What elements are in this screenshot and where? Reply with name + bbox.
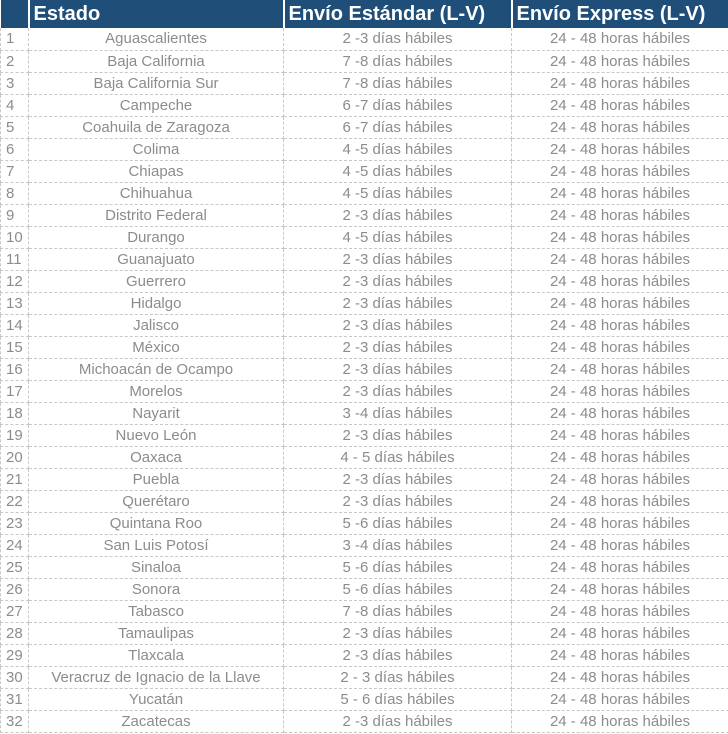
envio-express-cell: 24 - 48 horas hábiles	[512, 446, 728, 468]
table-row	[1, 710, 728, 732]
row-number: 4	[1, 94, 29, 116]
estado-cell: Nuevo León	[29, 424, 284, 446]
row-number: 21	[1, 468, 29, 490]
header-row	[1, 0, 728, 28]
envio-estandar-cell: 2 -3 días hábiles	[284, 336, 512, 358]
estado-cell: Sinaloa	[29, 556, 284, 578]
table-row	[1, 226, 728, 248]
estado-cell: Zacatecas	[29, 710, 284, 732]
envio-estandar-cell: 2 -3 días hábiles	[284, 248, 512, 270]
table-row	[1, 424, 728, 446]
estado-cell: Distrito Federal	[29, 204, 284, 226]
envio-express-cell: 24 - 48 horas hábiles	[512, 710, 728, 732]
estado-cell: Michoacán de Ocampo	[29, 358, 284, 380]
envio-express-cell: 24 - 48 horas hábiles	[512, 50, 728, 72]
row-number: 3	[1, 72, 29, 94]
table-row	[1, 644, 728, 666]
table-row	[1, 292, 728, 314]
envio-estandar-cell: 2 -3 días hábiles	[284, 292, 512, 314]
row-number: 18	[1, 402, 29, 424]
envio-estandar-cell: 3 -4 días hábiles	[284, 534, 512, 556]
envio-estandar-cell: 5 -6 días hábiles	[284, 512, 512, 534]
envio-estandar-cell: 7 -8 días hábiles	[284, 72, 512, 94]
envio-estandar-cell: 5 - 6 días hábiles	[284, 688, 512, 710]
estado-cell: Morelos	[29, 380, 284, 402]
table-row	[1, 578, 728, 600]
row-number: 6	[1, 138, 29, 160]
envio-express-cell: 24 - 48 horas hábiles	[512, 512, 728, 534]
envio-express-cell: 24 - 48 horas hábiles	[512, 424, 728, 446]
envio-estandar-cell: 2 -3 días hábiles	[284, 314, 512, 336]
row-number: 2	[1, 50, 29, 72]
envio-express-cell: 24 - 48 horas hábiles	[512, 94, 728, 116]
envio-express-cell: 24 - 48 horas hábiles	[512, 336, 728, 358]
envio-express-cell: 24 - 48 horas hábiles	[512, 204, 728, 226]
table-row	[1, 600, 728, 622]
table-row	[1, 688, 728, 710]
envio-express-cell: 24 - 48 horas hábiles	[512, 226, 728, 248]
table-row	[1, 270, 728, 292]
table-row	[1, 512, 728, 534]
envio-express-cell: 24 - 48 horas hábiles	[512, 28, 728, 50]
row-number: 31	[1, 688, 29, 710]
estado-cell: Tlaxcala	[29, 644, 284, 666]
row-number: 30	[1, 666, 29, 688]
envio-express-cell: 24 - 48 horas hábiles	[512, 292, 728, 314]
row-number: 20	[1, 446, 29, 468]
estado-cell: México	[29, 336, 284, 358]
table-row	[1, 72, 728, 94]
envio-express-cell: 24 - 48 horas hábiles	[512, 534, 728, 556]
estado-cell: Tabasco	[29, 600, 284, 622]
envio-estandar-cell: 5 -6 días hábiles	[284, 556, 512, 578]
envio-express-cell: 24 - 48 horas hábiles	[512, 72, 728, 94]
table-row	[1, 182, 728, 204]
row-number: 15	[1, 336, 29, 358]
row-number: 9	[1, 204, 29, 226]
table-row	[1, 666, 728, 688]
row-number: 17	[1, 380, 29, 402]
envio-express-cell: 24 - 48 horas hábiles	[512, 116, 728, 138]
row-number: 24	[1, 534, 29, 556]
envio-express-cell: 24 - 48 horas hábiles	[512, 380, 728, 402]
envio-estandar-cell: 2 -3 días hábiles	[284, 28, 512, 50]
table-row	[1, 534, 728, 556]
envio-estandar-cell: 2 -3 días hábiles	[284, 468, 512, 490]
envio-express-cell: 24 - 48 horas hábiles	[512, 160, 728, 182]
table-row	[1, 402, 728, 424]
table-row	[1, 248, 728, 270]
envio-express-cell: 24 - 48 horas hábiles	[512, 578, 728, 600]
estado-cell: Puebla	[29, 468, 284, 490]
row-number: 23	[1, 512, 29, 534]
table-row	[1, 468, 728, 490]
estado-cell: Chiapas	[29, 160, 284, 182]
envio-express-cell: 24 - 48 horas hábiles	[512, 688, 728, 710]
row-number: 27	[1, 600, 29, 622]
envio-express-cell: 24 - 48 horas hábiles	[512, 270, 728, 292]
table-row	[1, 204, 728, 226]
estado-cell: Durango	[29, 226, 284, 248]
row-number: 32	[1, 710, 29, 732]
envio-express-cell: 24 - 48 horas hábiles	[512, 622, 728, 644]
estado-cell: Yucatán	[29, 688, 284, 710]
envio-express-cell: 24 - 48 horas hábiles	[512, 556, 728, 578]
table-row	[1, 380, 728, 402]
envio-express-cell: 24 - 48 horas hábiles	[512, 490, 728, 512]
row-number: 19	[1, 424, 29, 446]
estado-cell: Guanajuato	[29, 248, 284, 270]
row-number: 16	[1, 358, 29, 380]
row-number: 13	[1, 292, 29, 314]
envio-estandar-cell: 4 -5 días hábiles	[284, 226, 512, 248]
envio-estandar-cell: 4 -5 días hábiles	[284, 160, 512, 182]
table-row	[1, 490, 728, 512]
row-number: 22	[1, 490, 29, 512]
table-row	[1, 446, 728, 468]
envio-estandar-cell: 2 -3 días hábiles	[284, 358, 512, 380]
envio-express-cell: 24 - 48 horas hábiles	[512, 314, 728, 336]
row-number: 7	[1, 160, 29, 182]
envio-estandar-cell: 6 -7 días hábiles	[284, 116, 512, 138]
envio-estandar-cell: 2 -3 días hábiles	[284, 270, 512, 292]
header-row-number	[1, 0, 29, 28]
envio-express-cell: 24 - 48 horas hábiles	[512, 468, 728, 490]
estado-cell: Oaxaca	[29, 446, 284, 468]
envio-estandar-cell: 2 - 3 días hábiles	[284, 666, 512, 688]
envio-estandar-cell: 4 -5 días hábiles	[284, 138, 512, 160]
envio-estandar-cell: 4 -5 días hábiles	[284, 182, 512, 204]
estado-cell: Querétaro	[29, 490, 284, 512]
estado-cell: Colima	[29, 138, 284, 160]
row-number: 14	[1, 314, 29, 336]
envio-estandar-cell: 2 -3 días hábiles	[284, 380, 512, 402]
table-row	[1, 94, 728, 116]
envio-estandar-cell: 6 -7 días hábiles	[284, 94, 512, 116]
envio-estandar-cell: 7 -8 días hábiles	[284, 600, 512, 622]
envio-estandar-cell: 2 -3 días hábiles	[284, 424, 512, 446]
table-row	[1, 358, 728, 380]
table-row	[1, 138, 728, 160]
envio-express-cell: 24 - 48 horas hábiles	[512, 402, 728, 424]
header-estado: Estado	[29, 0, 284, 28]
envio-express-cell: 24 - 48 horas hábiles	[512, 600, 728, 622]
estado-cell: Hidalgo	[29, 292, 284, 314]
envio-estandar-cell: 5 -6 días hábiles	[284, 578, 512, 600]
estado-cell: Jalisco	[29, 314, 284, 336]
table-row	[1, 314, 728, 336]
envio-express-cell: 24 - 48 horas hábiles	[512, 666, 728, 688]
row-number: 26	[1, 578, 29, 600]
estado-cell: Chihuahua	[29, 182, 284, 204]
row-number: 28	[1, 622, 29, 644]
row-number: 29	[1, 644, 29, 666]
header-envio-express: Envío Express (L-V)	[512, 0, 728, 28]
row-number: 11	[1, 248, 29, 270]
table-row	[1, 622, 728, 644]
envio-express-cell: 24 - 48 horas hábiles	[512, 182, 728, 204]
estado-cell: Campeche	[29, 94, 284, 116]
estado-cell: Baja California	[29, 50, 284, 72]
envio-estandar-cell: 3 -4 días hábiles	[284, 402, 512, 424]
envio-estandar-cell: 2 -3 días hábiles	[284, 622, 512, 644]
row-number: 8	[1, 182, 29, 204]
envio-estandar-cell: 7 -8 días hábiles	[284, 50, 512, 72]
table-row	[1, 336, 728, 358]
estado-cell: San Luis Potosí	[29, 534, 284, 556]
table-row	[1, 116, 728, 138]
estado-cell: Tamaulipas	[29, 622, 284, 644]
envio-express-cell: 24 - 48 horas hábiles	[512, 644, 728, 666]
envio-estandar-cell: 2 -3 días hábiles	[284, 644, 512, 666]
estado-cell: Baja California Sur	[29, 72, 284, 94]
envio-estandar-cell: 2 -3 días hábiles	[284, 204, 512, 226]
row-number: 1	[1, 28, 29, 50]
estado-cell: Guerrero	[29, 270, 284, 292]
row-number: 12	[1, 270, 29, 292]
estado-cell: Aguascalientes	[29, 28, 284, 50]
table-row	[1, 160, 728, 182]
envio-estandar-cell: 2 -3 días hábiles	[284, 490, 512, 512]
estado-cell: Quintana Roo	[29, 512, 284, 534]
header-envio-estandar: Envío Estándar (L-V)	[284, 0, 512, 28]
row-number: 10	[1, 226, 29, 248]
envio-express-cell: 24 - 48 horas hábiles	[512, 248, 728, 270]
estado-cell: Coahuila de Zaragoza	[29, 116, 284, 138]
row-number: 25	[1, 556, 29, 578]
estado-cell: Sonora	[29, 578, 284, 600]
table-row	[1, 556, 728, 578]
envio-express-cell: 24 - 48 horas hábiles	[512, 138, 728, 160]
table-row	[1, 50, 728, 72]
estado-cell: Veracruz de Ignacio de la Llave	[29, 666, 284, 688]
table-row	[1, 28, 728, 50]
estado-cell: Nayarit	[29, 402, 284, 424]
envio-estandar-cell: 2 -3 días hábiles	[284, 710, 512, 732]
row-number: 5	[1, 116, 29, 138]
envio-estandar-cell: 4 - 5 días hábiles	[284, 446, 512, 468]
envio-express-cell: 24 - 48 horas hábiles	[512, 358, 728, 380]
